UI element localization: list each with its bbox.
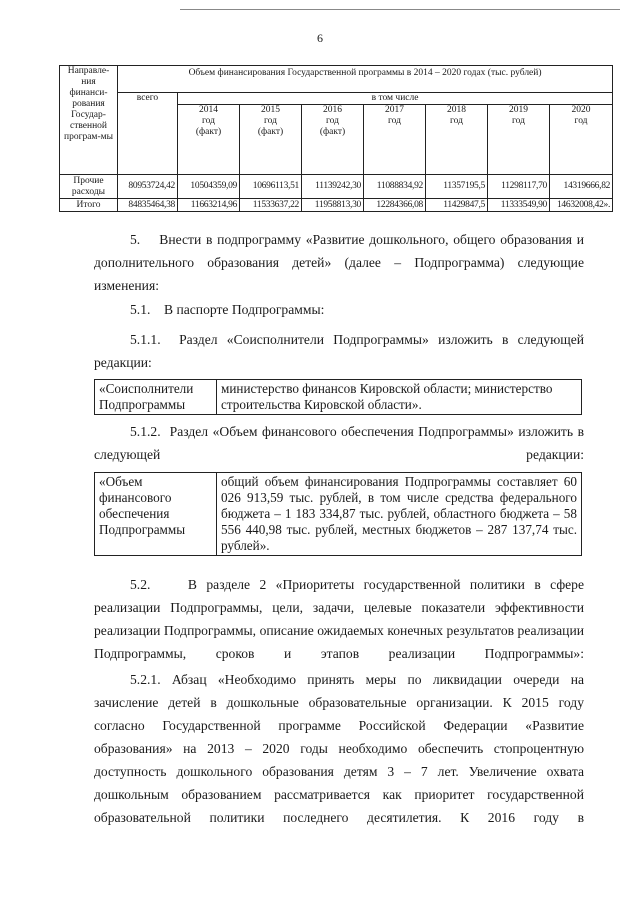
incl-header: в том числе bbox=[178, 93, 613, 105]
year-header: 2020 год bbox=[550, 105, 613, 175]
paragraph-5-1: 5.1. В паспорте Подпрограммы: bbox=[130, 302, 325, 317]
paragraph-5-2: 5.2. В разделе 2 «Приоритеты государственной политики в сфере реализации Подпрограммы, цели, задачи, целевые показатели эффективности реализации Подпрограммы, описание ожидаемых конечных результатов реализации Подпрограммы, сроков и этапов реализации Подпрограммы»: bbox=[94, 577, 584, 661]
paragraph-5-2-1: 5.2.1. Абзац «Необходимо принять меры по ликвидации очереди на зачисление детей в дошкольные образовательные организации. К 2015 году согласно Государственной программе Российской Федерации «Развитие образования» на 2013 – 2020 годы необходимо обеспечить стопроцентную доступность дошкольного образования детям 3 – 7 лет. Увеличение охвата дошкольным образованием рассматривается как приоритет государственной образовательной политики последнего десятилетия. К 2016 году в bbox=[94, 672, 584, 825]
year-header: 2019 год bbox=[488, 105, 550, 175]
total-header: всего bbox=[118, 93, 178, 175]
paragraph-5-1-1: 5.1.1. Раздел «Соисполнители Подпрограммы» изложить в следующей редакции: bbox=[94, 332, 584, 370]
cell-value: 11663214,96 bbox=[178, 199, 240, 212]
box-right-text: министерство финансов Кировской области; министерство строительства Кировской области». bbox=[217, 380, 582, 415]
scan-top-line bbox=[180, 9, 620, 10]
year-header: 2017 год bbox=[364, 105, 426, 175]
cell-value: 10504359,09 bbox=[178, 175, 240, 199]
cell-value: 14319666,82 bbox=[550, 175, 613, 199]
page-number: 6 bbox=[317, 31, 323, 45]
box-left-label: «Соисполнители Подпрограммы bbox=[95, 380, 217, 415]
cell-value: 11139242,30 bbox=[302, 175, 364, 199]
financing-table bbox=[59, 65, 613, 212]
cell-value: 84835464,38 bbox=[118, 199, 178, 212]
cell-value: 11958813,30 bbox=[302, 199, 364, 212]
cell-value: 11533637,22 bbox=[240, 199, 302, 212]
financing-box bbox=[94, 472, 582, 556]
cell-value: 14632008,42». bbox=[550, 199, 613, 212]
co-executors-box bbox=[94, 379, 582, 415]
year-header: 2014 год (факт) bbox=[178, 105, 240, 175]
cell-value: 12284366,08 bbox=[364, 199, 426, 212]
cell-value: 11298117,70 bbox=[488, 175, 550, 199]
col-direction-header: Направле-ния финанси-рования Государ-ственной програм-мы bbox=[60, 66, 118, 175]
box-left-label: «Объем финансового обеспечения Подпрограммы bbox=[95, 473, 217, 556]
table-row bbox=[60, 199, 613, 212]
paragraph-5-1-2: 5.1.2. Раздел «Объем финансового обеспечения Подпрограммы» изложить в следующей редакции: bbox=[94, 424, 584, 462]
cell-value: 11088834,92 bbox=[364, 175, 426, 199]
box-right-text: общий объем финансирования Подпрограммы составляет 60 026 913,59 тыс. рублей, в том числе средства федерального бюджета – 1 183 334,87 тыс. рублей, областного бюджета – 58 556 440,98 тыс. рублей, местных бюджетов – 287 137,74 тыс. рублей». bbox=[217, 473, 582, 556]
year-header: 2015 год (факт) bbox=[240, 105, 302, 175]
year-header: 2016 год (факт) bbox=[302, 105, 364, 175]
row-label: Итого bbox=[60, 199, 118, 212]
paragraph-5: 5. Внести в подпрограмму «Развитие дошкольного, общего образования и дополнительного образования детей» (далее – Подпрограмма) следующие изменения: bbox=[94, 232, 584, 293]
cell-value: 80953724,42 bbox=[118, 175, 178, 199]
table-row bbox=[60, 175, 613, 199]
year-header: 2018 год bbox=[426, 105, 488, 175]
cell-value: 11357195,5 bbox=[426, 175, 488, 199]
row-label: Прочие расходы bbox=[60, 175, 118, 199]
cell-value: 11333549,90 bbox=[488, 199, 550, 212]
main-header: Объем финансирования Государственной программы в 2014 – 2020 годах (тыс. рублей) bbox=[118, 66, 613, 93]
cell-value: 10696113,51 bbox=[240, 175, 302, 199]
cell-value: 11429847,5 bbox=[426, 199, 488, 212]
